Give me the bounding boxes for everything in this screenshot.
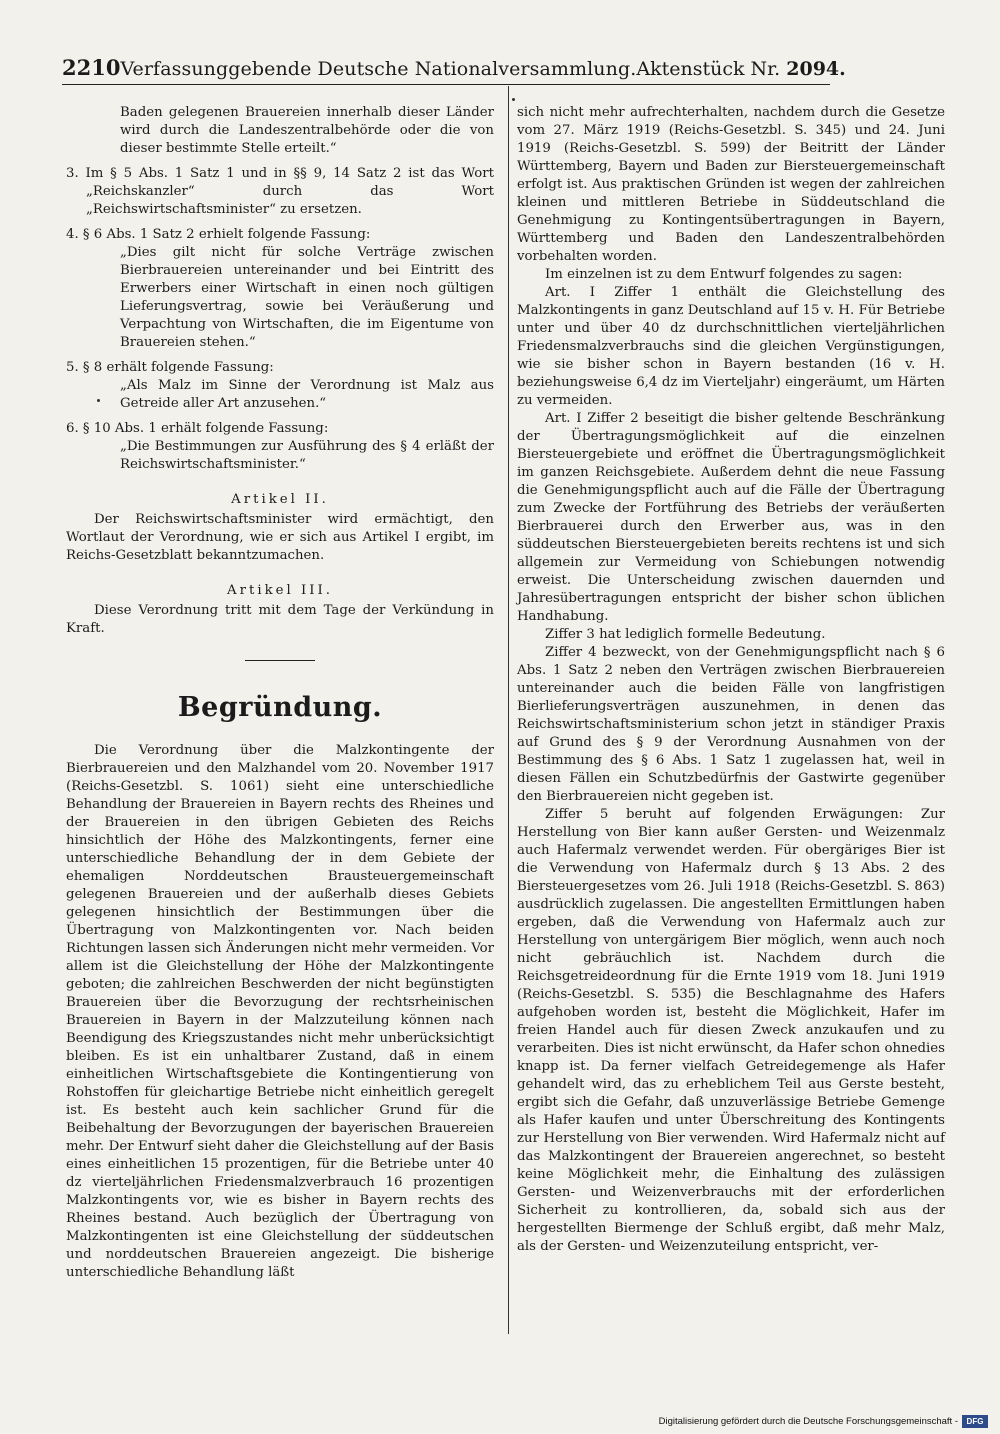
- section-heading-begruendung: Begründung.: [177, 692, 383, 723]
- publication-title: Verfassunggebende Deutsche Nationalversammlung.: [120, 58, 637, 80]
- aktenstueck-label: Aktenstück Nr.: [636, 58, 781, 80]
- article-3-heading: Artikel III.: [227, 583, 333, 598]
- list-item-4-quote: „Dies gilt nicht für solche Verträge zwischen Bierbrauereien untereinander und bei Eintritt des Erwerbers einer Wirtschaft in einen noch gültigen Lieferungsvertrag, sowie bei Veräußerung und Verpachtung von Wirtschaften, die im Eigentume von Brauereien stehen.“: [120, 245, 494, 350]
- header-rule: [62, 84, 830, 85]
- right-paragraph-3: Art. I Ziffer 1 enthält die Gleichstellung des Malzkontingents in ganz Deutschland auf 15 v. H. Für Betriebe unter und über 40 dz durchschnittlichen vierteljährlichen Friedensmalzverbrauchs sind die gleichen Vergünstigungen, wie sie bisher schon in Bayern bestanden (16 v. H. beziehungsweise 6,4 dz im Vierteljahr) eingeräumt, um Härten zu vermeiden.: [517, 285, 945, 408]
- list-item-5: 5. § 8 erhält folgende Fassung:: [66, 360, 274, 375]
- right-paragraph-4: Art. I Ziffer 2 beseitigt die bisher geltende Beschränkung der Übertragungsmöglichkeit auf die einzelnen Biersteuergebiete und eröffnet die Übertragungsmöglichkeit im ganzen Reichsgebiete. Außerdem dehnt die neue Fassung die Genehmigungspflicht auch auf die Fälle der Übertragung zum Zwecke der Fortführung des Betriebs der veräußerten Bierbrauerei durch den Erwerber aus, was in den süddeutschen Biersteuergebieten bereits rechtens ist und sich allgemein zur Vermeidung von Schiebungen notwendig erweist. Die Unterscheidung zwischen dauernden und Jahresübertragungen entspricht der bisher schon üblichen Handhabung.: [517, 411, 945, 624]
- page-number: 2210: [62, 55, 121, 80]
- digitization-footer: [659, 1415, 988, 1428]
- article-3-text: Diese Verordnung tritt mit dem Tage der Verkündung in Kraft.: [66, 603, 494, 636]
- document-reference: [636, 58, 845, 80]
- dfg-logo: DFG: [962, 1415, 988, 1428]
- list-item-5-quote: „Als Malz im Sinne der Verordnung ist Malz aus Getreide aller Art anzusehen.“: [120, 378, 494, 411]
- right-paragraph-5: Ziffer 3 hat lediglich formelle Bedeutung.: [545, 627, 826, 642]
- article-2-text: Der Reichswirtschaftsminister wird ermächtigt, den Wortlaut der Verordnung, wie er sich aus Artikel I ergibt, im Reichs-Gesetzblatt bekanntzumachen.: [66, 512, 494, 563]
- begruendung-paragraph: Die Verordnung über die Malzkontingente der Bierbrauereien und den Malzhandel vom 20. November 1917 (Reichs-Gesetzbl. S. 1061) sieht eine unterschiedliche Behandlung der Brauereien in Bayern rechts des Rheines und der Brauereien in den übrigen Gebieten des Reichs hinsichtlich der Höhe des Malzkontingents, ferner eine unterschiedliche Behandlung der in dem Gebiete der ehemaligen Norddeutschen Brausteuergemeinschaft gelegenen Brauereien und der außerhalb dieses Gebiets gelegenen hinsichtlich der Bestimmungen über die Übertragung von Malzkontingenten vor. Nach beiden Richtungen lassen sich Änderungen nicht mehr vermeiden. Vor allem ist die Gleichstellung der Höhe der Malzkontingente geboten; die zahlreichen Beschwerden der nicht begünstigten Brauereien über die Bevorzugung der rechtsrheinischen Brauereien in Bayern in der Malzzuteilung können nach Beendigung des Kriegszustandes nicht mehr unberücksichtigt bleiben. Es ist ein unhaltbarer Zustand, daß in einem einheitlichen Wirtschaftsgebiete die Kontingentierung von Rohstoffen für gleichartige Betriebe nicht einheitlich geregelt ist. Es besteht auch kein sachlicher Grund für die Beibehaltung der Bevorzugungen der bayerischen Brauereien mehr. Der Entwurf sieht daher die Gleichstellung auf der Basis eines einheitlichen 15 prozentigen, für die Betriebe unter 40 dz vierteljährlichen Friedensmalzverbrauch 16 prozentigen Malzkontingents vor, wie es bisher in Bayern rechts des Rheines bestand. Auch bezüglich der Übertragung von Malzkontingenten ist eine Gleichstellung der süddeutschen und norddeutschen Brauereien angezeigt. Die bisherige unterschiedliche Behandlung läßt: [66, 743, 494, 1280]
- right-paragraph-7: Ziffer 5 beruht auf folgenden Erwägungen: Zur Herstellung von Bier kann außer Gersten- und Weizenmalz auch Hafermalz verwendet werden. Für obergäriges Bier ist die Verwendung von Hafermalz durch § 13 Abs. 2 des Biersteuergesetzes vom 26. Juli 1918 (Reichs-Gesetzbl. S. 863) ausdrücklich zugelassen. Die angestellten Ermittlungen haben ergeben, daß die Verwendung von Hafermalz auch zur Herstellung von untergärigem Bier möglich, wenn auch noch nicht gebräuchlich ist. Nachdem durch die Reichsgetreideordnung für die Ernte 1919 vom 18. Juni 1919 (Reichs-Gesetzbl. S. 535) die Beschlagnahme des Hafers aufgehoben worden ist, besteht die Möglichkeit, Hafer im freien Handel auch für diesen Zweck anzukaufen und zu verarbeiten. Dies ist nicht erwünscht, da Hafer schon ohnedies knapp ist. Da ferner vielfach Getreidegemenge als Hafer gehandelt wird, das zu erheblichem Teil aus Gerste besteht, ergibt sich die Gefahr, daß unzuverlässige Betriebe Gemenge als Hafer kaufen und unter Überschreitung des Kontingents zur Herstellung von Bier verwenden. Wird Hafermalz nicht auf das Malzkontingent der Brauereien angerechnet, so besteht keine Möglichkeit mehr, die Einhaltung des zulässigen Gersten- und Weizenverbrauchs mit der erforderlichen Sicherheit zu kontrollieren, da, sobald sich aus der hergestellten Biermenge der Schluß ergibt, daß mehr Malz, als der Gersten- und Weizenzuteilung entspricht, ver-: [517, 807, 945, 1254]
- right-paragraph-2: Im einzelnen ist zu dem Entwurf folgendes zu sagen:: [545, 267, 903, 282]
- right-column: [517, 104, 945, 1256]
- list-item-4: 4. § 6 Abs. 1 Satz 2 erhielt folgende Fassung:: [66, 227, 371, 242]
- aktenstueck-number: 2094.: [786, 58, 846, 80]
- column-divider: [508, 86, 509, 1334]
- page-header: [62, 55, 846, 83]
- left-column: [66, 104, 494, 1282]
- footer-text: Digitalisierung gefördert durch die Deutsche Forschungsgemeinschaft -: [658, 1416, 958, 1427]
- list-item-6-quote: „Die Bestimmungen zur Ausführung des § 4 erläßt der Reichswirtschaftsminister.“: [120, 439, 494, 472]
- article-2-heading: Artikel II.: [231, 492, 329, 507]
- right-paragraph-6: Ziffer 4 bezweckt, von der Genehmigungspflicht nach § 6 Abs. 1 Satz 2 neben den Verträgen zwischen Bierbrauereien untereinander auch die beiden Fälle von langfristigen Bierlieferungsverträgen auszunehmen, in denen das Reichswirtschaftsministerium schon jetzt in ständiger Praxis auf Grund des § 9 der Verordnung Ausnahmen von der Bestimmung des § 6 Abs. 1 Satz 1 zugelassen hat, weil in diesen Fällen ein Schutzbedürfnis der Gastwirte gegenüber den Bierbrauereien nicht gegeben ist.: [517, 645, 945, 804]
- right-paragraph-1: sich nicht mehr aufrechterhalten, nachdem durch die Gesetze vom 27. März 1919 (Reichs-Gesetzbl. S. 345) und 24. Juni 1919 (Reichs-Gesetzbl. S. 599) der Beitritt der Länder Württemberg, Bayern und Baden zur Biersteuergemeinschaft erfolgt ist. Aus praktischen Gründen ist wegen der zahlreichen kleinen und mittleren Betriebe in Süddeutschland die Genehmigung zu Kontingentsübertragungen in Bayern, Württemberg und Baden den Landeszentralbehörden vorbehalten worden.: [517, 105, 945, 264]
- margin-dot: [512, 98, 515, 101]
- section-divider: [245, 660, 315, 661]
- list-item-6: 6. § 10 Abs. 1 erhält folgende Fassung:: [66, 421, 329, 436]
- list-item-3: 3. Im § 5 Abs. 1 Satz 1 und in §§ 9, 14 Satz 2 ist das Wort „Reichskanzler“ durch das Wort „Reichswirtschaftsminister“ zu ersetzen.: [66, 166, 494, 217]
- continued-paragraph: Baden gelegenen Brauereien innerhalb dieser Länder wird durch die Landeszentralbehörde oder die von dieser bestimmte Stelle erteilt.“: [120, 105, 494, 156]
